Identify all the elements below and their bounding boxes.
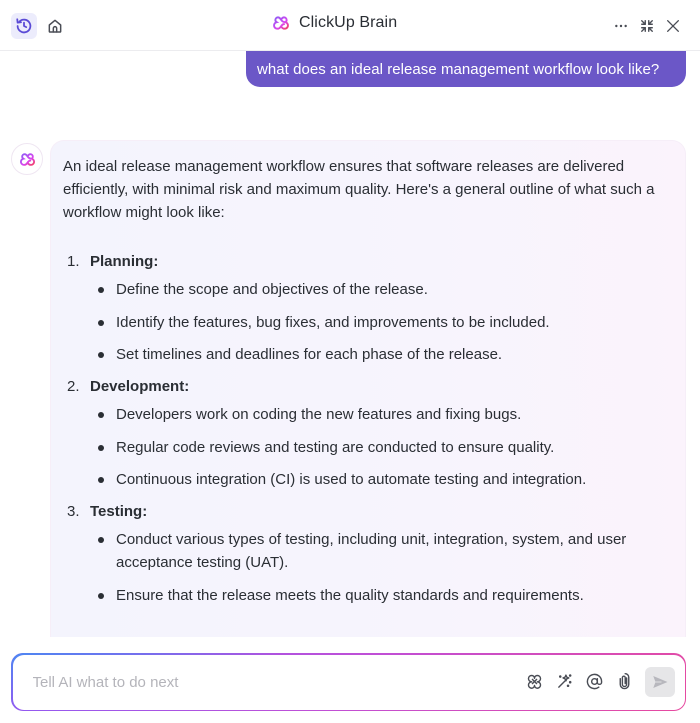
history-clock-icon	[15, 17, 33, 35]
integrations-button[interactable]	[524, 671, 546, 693]
panel-header	[0, 0, 700, 51]
ai-avatar	[11, 143, 43, 175]
step-bullet: Developers work on coding the new features and fixing bugs.	[63, 403, 673, 426]
collapse-icon	[640, 19, 654, 33]
panel-title	[272, 14, 397, 32]
clickup-brain-avatar-icon	[19, 151, 36, 168]
ai-prompt-input[interactable]	[33, 673, 493, 693]
attach-button[interactable]	[614, 671, 636, 693]
clickup-brain-logo-icon	[272, 14, 290, 32]
composer	[11, 653, 686, 711]
step-title: Development:	[90, 378, 190, 395]
step-bullet: Set timelines and deadlines for each phase of the release.	[63, 343, 673, 366]
close-icon	[665, 18, 681, 34]
step-title: Planning:	[90, 253, 159, 270]
user-message-bubble: what does an ideal release management workflow look like?	[246, 51, 686, 87]
step-bullet: Define the scope and objectives of the release.	[63, 278, 673, 301]
workflow-step	[63, 501, 673, 607]
step-title: Testing:	[90, 503, 148, 520]
mention-at-icon	[586, 673, 603, 690]
panel-title-text: ClickUp Brain	[299, 14, 398, 31]
integrations-icon	[526, 673, 543, 690]
collapse-button[interactable]	[634, 13, 660, 39]
step-bullet: Continuous integration (CI) is used to automate testing and integration.	[63, 468, 673, 491]
home-button[interactable]	[42, 13, 68, 39]
history-button[interactable]	[11, 13, 37, 39]
chat-scroll-area[interactable]	[0, 51, 700, 637]
step-number: 1.	[67, 253, 80, 270]
ai-magic-button[interactable]	[554, 671, 576, 693]
step-bullet: Identify the features, bug fixes, and improvements to be included.	[63, 311, 673, 334]
ai-response-intro: An ideal release management workflow ensures that software releases are delivered efficiently, with minimal risk and maximum quality. Here's a general outline of what such a workflow might look like:	[63, 158, 655, 221]
close-button[interactable]	[660, 13, 686, 39]
step-number: 3.	[67, 503, 80, 520]
home-icon	[47, 18, 63, 34]
step-number: 2.	[67, 378, 80, 395]
step-bullet: Ensure that the release meets the quality standards and requirements.	[63, 584, 673, 607]
step-bullet: Regular code reviews and testing are conducted to ensure quality.	[63, 436, 673, 459]
send-icon	[651, 673, 669, 691]
more-horizontal-icon	[613, 18, 629, 34]
more-options-button[interactable]	[608, 13, 634, 39]
workflow-step	[63, 251, 673, 366]
magic-wand-icon	[556, 673, 573, 690]
send-button[interactable]	[645, 667, 675, 697]
workflow-step	[63, 376, 673, 491]
mention-button[interactable]	[584, 671, 606, 693]
ai-response-bubble	[50, 140, 686, 637]
step-bullet: Conduct various types of testing, including unit, integration, system, and user acceptance testing (UAT).	[63, 528, 673, 574]
attachment-paperclip-icon	[616, 673, 633, 690]
workflow-steps-list	[63, 251, 673, 607]
